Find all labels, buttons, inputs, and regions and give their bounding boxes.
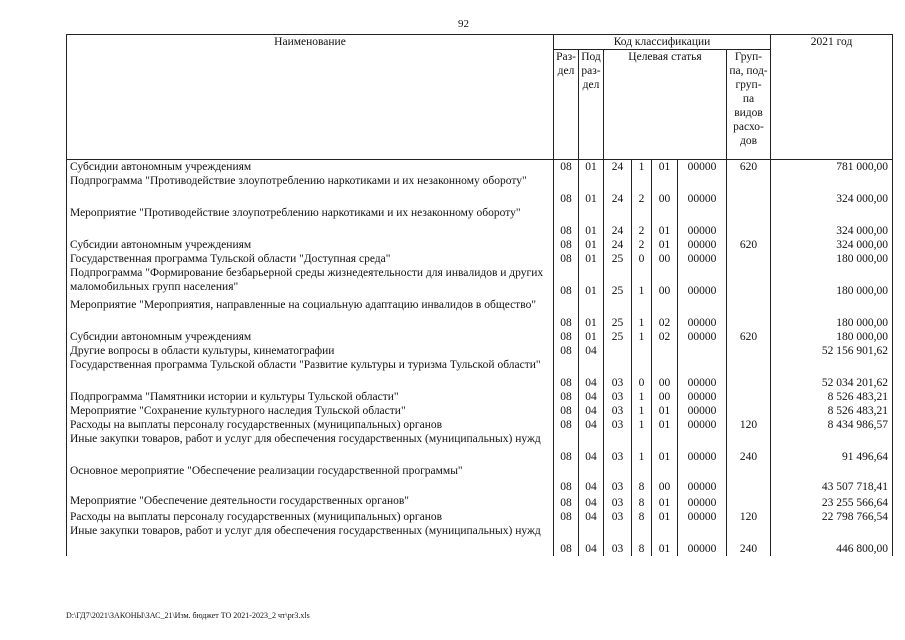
cell-amount: 324 000,00 (771, 238, 893, 252)
cell-amount: 8 434 986,57 (771, 418, 893, 432)
cell-d: 00000 (678, 432, 727, 464)
cell-rz: 08 (554, 418, 579, 432)
cell-vr: 620 (727, 330, 771, 344)
cell-vr: 120 (727, 510, 771, 524)
cell-amount: 180 000,00 (771, 330, 893, 344)
cell-name: Другие вопросы в области культуры, кинематографии (67, 344, 554, 358)
cell-pr: 04 (579, 432, 604, 464)
table-row (67, 330, 893, 344)
cell-rz: 08 (554, 252, 579, 266)
cell-amount: 781 000,00 (771, 160, 893, 175)
cell-rz: 08 (554, 390, 579, 404)
cell-a: 03 (604, 510, 632, 524)
cell-pr: 04 (579, 418, 604, 432)
cell-rz: 08 (554, 510, 579, 524)
cell-rz: 08 (554, 524, 579, 556)
cell-rz: 08 (554, 432, 579, 464)
cell-amount: 91 496,64 (771, 432, 893, 464)
cell-b: 2 (632, 174, 652, 206)
cell-d: 00000 (678, 160, 727, 175)
cell-name: Расходы на выплаты персоналу государственных (муниципальных) органов (67, 510, 554, 524)
cell-a: 24 (604, 238, 632, 252)
cell-a: 03 (604, 524, 632, 556)
cell-a (604, 344, 632, 358)
cell-b (632, 344, 652, 358)
cell-b: 0 (632, 358, 652, 390)
cell-a: 25 (604, 252, 632, 266)
cell-d: 00000 (678, 358, 727, 390)
cell-name: Мероприятие "Мероприятия, направленные на социальную адаптацию инвалидов в общество" (67, 298, 554, 330)
table-row (67, 344, 893, 358)
cell-vr (727, 252, 771, 266)
cell-b: 1 (632, 390, 652, 404)
cell-amount: 52 156 901,62 (771, 344, 893, 358)
cell-rz: 08 (554, 404, 579, 418)
cell-rz: 08 (554, 298, 579, 330)
header-section: Раз- дел (554, 50, 579, 160)
cell-pr: 04 (579, 524, 604, 556)
cell-c (652, 344, 678, 358)
cell-vr: 620 (727, 238, 771, 252)
table-row (67, 404, 893, 418)
header-classification: Код классификации (554, 35, 771, 50)
cell-amount: 23 255 566,64 (771, 494, 893, 510)
cell-rz: 08 (554, 174, 579, 206)
cell-amount: 8 526 483,21 (771, 390, 893, 404)
cell-d: 00000 (678, 418, 727, 432)
cell-pr: 01 (579, 174, 604, 206)
table-row (67, 432, 893, 464)
table-row (67, 238, 893, 252)
cell-name: Расходы на выплаты персоналу государственных (муниципальных) органов (67, 418, 554, 432)
file-path-footer: D:\ГД7\2021\ЗАКОНЫ\ЗАС_21\Изм. бюджет ТО 2021-2023_2 чт\pr3.xls (66, 611, 310, 620)
cell-name: Субсидии автономным учреждениям (67, 238, 554, 252)
cell-vr: 120 (727, 418, 771, 432)
cell-pr: 04 (579, 464, 604, 494)
cell-b: 1 (632, 330, 652, 344)
cell-b: 1 (632, 160, 652, 175)
table-row (67, 510, 893, 524)
cell-b: 8 (632, 494, 652, 510)
cell-pr: 01 (579, 238, 604, 252)
cell-pr: 04 (579, 344, 604, 358)
cell-vr (727, 174, 771, 206)
cell-pr: 04 (579, 494, 604, 510)
cell-name: Подпрограмма "Памятники истории и культуры Тульской области" (67, 390, 554, 404)
budget-table (66, 34, 893, 556)
cell-rz: 08 (554, 494, 579, 510)
cell-b: 2 (632, 238, 652, 252)
table-row (67, 298, 893, 330)
cell-pr: 04 (579, 390, 604, 404)
cell-d: 00000 (678, 390, 727, 404)
cell-c: 01 (652, 494, 678, 510)
cell-vr (727, 494, 771, 510)
cell-rz: 08 (554, 330, 579, 344)
cell-c: 02 (652, 330, 678, 344)
cell-c: 02 (652, 298, 678, 330)
cell-name: Государственная программа Тульской области "Развитие культуры и туризма Тульской области" (67, 358, 554, 390)
cell-a: 24 (604, 160, 632, 175)
table-row (67, 174, 893, 206)
cell-vr (727, 298, 771, 330)
cell-name: Подпрограмма "Противодействие злоупотреблению наркотиками и их незаконному обороту" (67, 174, 554, 206)
cell-b: 0 (632, 252, 652, 266)
cell-c: 01 (652, 432, 678, 464)
cell-c: 01 (652, 404, 678, 418)
cell-amount: 8 526 483,21 (771, 404, 893, 418)
table-row (67, 252, 893, 266)
table-row (67, 160, 893, 175)
cell-c: 00 (652, 252, 678, 266)
cell-vr: 620 (727, 160, 771, 175)
cell-rz: 08 (554, 160, 579, 175)
table-row (67, 358, 893, 390)
cell-c: 01 (652, 238, 678, 252)
table-row (67, 464, 893, 494)
page-number: 92 (458, 18, 469, 30)
cell-a: 25 (604, 330, 632, 344)
header-group: Груп- па, под- груп- па видов расхо- дов (727, 50, 771, 160)
cell-c: 00 (652, 266, 678, 298)
table-body (67, 160, 893, 557)
cell-b: 2 (632, 206, 652, 238)
cell-pr: 01 (579, 252, 604, 266)
cell-rz: 08 (554, 206, 579, 238)
cell-amount: 324 000,00 (771, 206, 893, 238)
cell-pr: 01 (579, 330, 604, 344)
cell-a: 03 (604, 464, 632, 494)
cell-b: 8 (632, 464, 652, 494)
table-row (67, 524, 893, 556)
cell-name: Мероприятие "Противодействие злоупотреблению наркотиками и их незаконному обороту" (67, 206, 554, 238)
cell-vr: 240 (727, 432, 771, 464)
cell-d (678, 344, 727, 358)
cell-pr: 04 (579, 404, 604, 418)
cell-amount: 43 507 718,41 (771, 464, 893, 494)
header-name: Наименование (67, 35, 554, 160)
cell-pr: 01 (579, 266, 604, 298)
cell-rz: 08 (554, 464, 579, 494)
cell-amount: 22 798 766,54 (771, 510, 893, 524)
cell-vr (727, 390, 771, 404)
cell-d: 00000 (678, 252, 727, 266)
cell-name: Мероприятие "Обеспечение деятельности государственных органов" (67, 494, 554, 510)
cell-d: 00000 (678, 238, 727, 252)
table-row (67, 494, 893, 510)
cell-d: 00000 (678, 510, 727, 524)
cell-rz: 08 (554, 358, 579, 390)
cell-a: 03 (604, 390, 632, 404)
cell-name: Субсидии автономным учреждениям (67, 160, 554, 175)
cell-vr: 240 (727, 524, 771, 556)
cell-c: 00 (652, 390, 678, 404)
cell-a: 25 (604, 298, 632, 330)
cell-c: 01 (652, 160, 678, 175)
cell-c: 01 (652, 418, 678, 432)
table-row (67, 206, 893, 238)
cell-d: 00000 (678, 174, 727, 206)
cell-d: 00000 (678, 404, 727, 418)
cell-c: 00 (652, 174, 678, 206)
cell-b: 1 (632, 298, 652, 330)
cell-vr (727, 358, 771, 390)
cell-a: 03 (604, 494, 632, 510)
header-subsection: Под раз- дел (579, 50, 604, 160)
cell-b: 1 (632, 404, 652, 418)
cell-d: 00000 (678, 464, 727, 494)
cell-name: Основное мероприятие "Обеспечение реализации государственной программы" (67, 464, 554, 494)
cell-name: Подпрограмма "Формирование безбарьерной среды жизнедеятельности для инвалидов и других маломобильных групп населения" (67, 266, 554, 298)
cell-c: 00 (652, 358, 678, 390)
cell-d: 00000 (678, 524, 727, 556)
cell-vr (727, 344, 771, 358)
table-row (67, 418, 893, 432)
cell-b: 1 (632, 266, 652, 298)
cell-a: 03 (604, 418, 632, 432)
cell-c: 00 (652, 464, 678, 494)
cell-rz: 08 (554, 344, 579, 358)
cell-b: 8 (632, 524, 652, 556)
cell-name: Иные закупки товаров, работ и услуг для обеспечения государственных (муниципальных) нужд (67, 432, 554, 464)
table-row (67, 266, 893, 298)
cell-c: 01 (652, 524, 678, 556)
cell-pr: 01 (579, 206, 604, 238)
cell-name: Субсидии автономным учреждениям (67, 330, 554, 344)
cell-d: 00000 (678, 266, 727, 298)
cell-vr (727, 404, 771, 418)
cell-amount: 324 000,00 (771, 174, 893, 206)
cell-a: 03 (604, 432, 632, 464)
cell-b: 1 (632, 418, 652, 432)
cell-d: 00000 (678, 494, 727, 510)
cell-name: Мероприятие "Сохранение культурного наследия Тульской области" (67, 404, 554, 418)
cell-a: 24 (604, 174, 632, 206)
cell-pr: 01 (579, 298, 604, 330)
cell-c: 01 (652, 206, 678, 238)
cell-pr: 04 (579, 358, 604, 390)
cell-vr (727, 206, 771, 238)
cell-name: Государственная программа Тульской области "Доступная среда" (67, 252, 554, 266)
cell-d: 00000 (678, 298, 727, 330)
cell-amount: 446 800,00 (771, 524, 893, 556)
cell-a: 24 (604, 206, 632, 238)
cell-pr: 04 (579, 510, 604, 524)
cell-rz: 08 (554, 238, 579, 252)
cell-b: 1 (632, 432, 652, 464)
cell-a: 25 (604, 266, 632, 298)
cell-d: 00000 (678, 206, 727, 238)
cell-a: 03 (604, 404, 632, 418)
cell-vr (727, 266, 771, 298)
cell-c: 01 (652, 510, 678, 524)
cell-vr (727, 464, 771, 494)
cell-amount: 180 000,00 (771, 298, 893, 330)
cell-amount: 52 034 201,62 (771, 358, 893, 390)
cell-amount: 180 000,00 (771, 252, 893, 266)
cell-b: 8 (632, 510, 652, 524)
header-target: Целевая статья (604, 50, 727, 160)
table-row (67, 390, 893, 404)
cell-a: 03 (604, 358, 632, 390)
cell-amount: 180 000,00 (771, 266, 893, 298)
cell-name: Иные закупки товаров, работ и услуг для обеспечения государственных (муниципальных) нужд (67, 524, 554, 556)
header-year: 2021 год (771, 35, 893, 160)
cell-d: 00000 (678, 330, 727, 344)
cell-rz: 08 (554, 266, 579, 298)
cell-pr: 01 (579, 160, 604, 175)
